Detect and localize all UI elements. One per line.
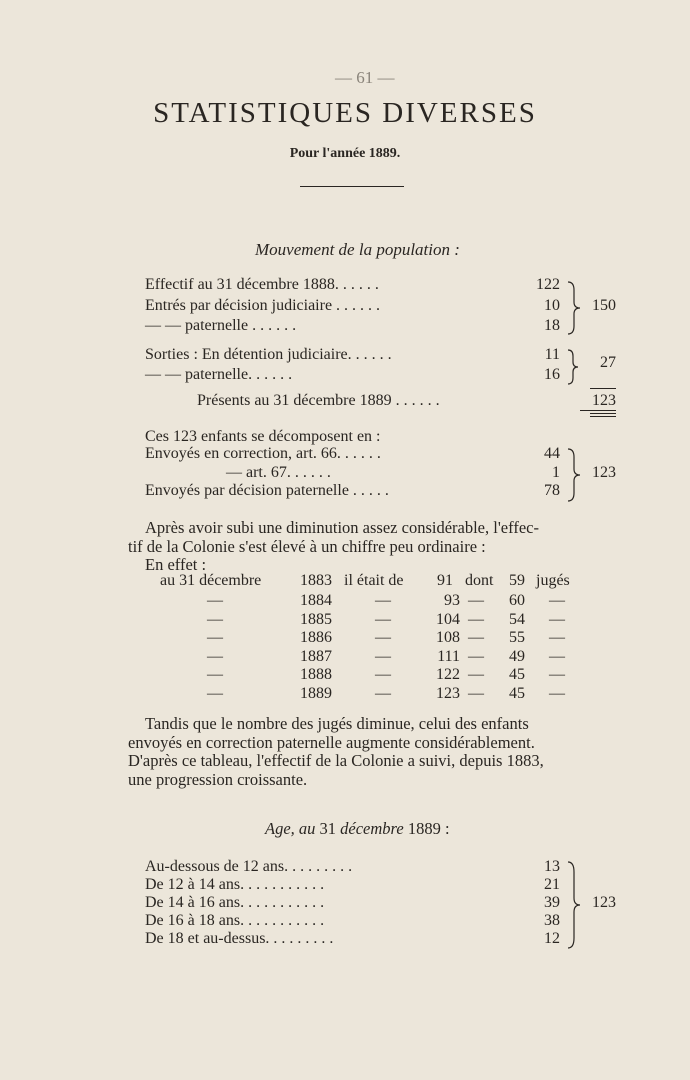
breakdown-row-label: Envoyés par décision paternelle . . . . . — [145, 482, 389, 499]
evolution-first-year: 1883 — [300, 572, 332, 589]
evolution-first-suffix: jugés — [536, 572, 570, 589]
movement-out-label: — — paternelle. . . . . . — [145, 366, 293, 383]
movement-out-value: 11 — [544, 346, 560, 363]
breakdown-row-value: 44 — [544, 445, 560, 462]
ditto-dash: — — [468, 629, 484, 646]
evolution-year: 1885 — [300, 611, 332, 628]
breakdown-row-value: 78 — [544, 482, 560, 499]
evolution-judged: 45 — [509, 685, 525, 702]
present-value: 123 — [580, 392, 616, 411]
ditto-dash: — — [375, 611, 391, 628]
age-row-value: 21 — [544, 876, 560, 893]
age-heading-day: 31 — [319, 819, 337, 838]
evolution-first-judged: 59 — [509, 572, 525, 589]
page-title: STATISTIQUES DIVERSES — [153, 97, 537, 129]
ditto-dash: — — [207, 611, 223, 628]
ditto-dash: — — [207, 666, 223, 683]
evolution-paragraph-line: Après avoir subi une diminution assez considérable, l'effec- — [145, 518, 539, 537]
ditto-dash: — — [207, 648, 223, 665]
ditto-dash: — — [375, 592, 391, 609]
age-row-value: 39 — [544, 894, 560, 911]
ditto-dash: — — [468, 611, 484, 628]
ditto-dash: — — [468, 666, 484, 683]
ditto-dash: — — [549, 611, 565, 628]
breakdown-total: 123 — [592, 464, 616, 481]
evolution-first-mid: il était de — [344, 572, 404, 589]
age-heading — [265, 819, 450, 839]
ditto-dash: — — [468, 592, 484, 609]
age-total: 123 — [592, 894, 616, 911]
evolution-year: 1888 — [300, 666, 332, 683]
movement-row-label: — — paternelle . . . . . . — [145, 317, 297, 334]
movement-row-label: Effectif au 31 décembre 1888. . . . . . — [145, 276, 379, 293]
evolution-paragraph-line: En effet : — [145, 555, 207, 574]
conclusion-line: Tandis que le nombre des jugés diminue, celui des enfants — [145, 714, 529, 733]
evolution-judged: 45 — [509, 666, 525, 683]
breakdown-intro: Ces 123 enfants se décomposent en : — [145, 428, 381, 445]
age-row-label: Au-dessous de 12 ans. . . . . . . . . — [145, 858, 353, 875]
present-label: Présents au 31 décembre 1889 . . . . . . — [197, 392, 440, 409]
evolution-judged: 55 — [509, 629, 525, 646]
ditto-dash: — — [549, 666, 565, 683]
ditto-dash: — — [375, 629, 391, 646]
evolution-total: 104 — [436, 611, 460, 628]
age-row-value: 13 — [544, 858, 560, 875]
divider — [590, 388, 616, 391]
ditto-dash: — — [549, 592, 565, 609]
ditto-dash: — — [207, 592, 223, 609]
page-subtitle: Pour l'année 1889. — [289, 146, 401, 161]
ditto-dash: — — [549, 648, 565, 665]
evolution-total: 93 — [444, 592, 460, 609]
divider — [590, 413, 616, 417]
age-heading-year: 1889 : — [407, 819, 450, 838]
evolution-year: 1887 — [300, 648, 332, 665]
conclusion-line: envoyés en correction paternelle augmente considérablement. — [128, 733, 535, 752]
evolution-first-prefix: au 31 décembre — [160, 572, 262, 589]
evolution-first-dont: dont — [465, 572, 494, 589]
evolution-total: 108 — [436, 629, 460, 646]
evolution-first-total: 91 — [437, 572, 453, 589]
evolution-total: 123 — [436, 685, 460, 702]
age-heading-prefix: Age, au — [265, 819, 316, 838]
evolution-total: 111 — [437, 648, 460, 665]
ditto-dash: — — [375, 666, 391, 683]
evolution-year: 1886 — [300, 629, 332, 646]
movement-total-in: 150 — [592, 297, 616, 314]
evolution-judged: 49 — [509, 648, 525, 665]
movement-row-value: 18 — [544, 317, 560, 334]
evolution-judged: 60 — [509, 592, 525, 609]
ditto-dash: — — [375, 648, 391, 665]
ditto-dash: — — [549, 685, 565, 702]
evolution-total: 122 — [436, 666, 460, 683]
ditto-dash: — — [468, 648, 484, 665]
breakdown-row-label: Envoyés en correction, art. 66. . . . . . — [145, 445, 381, 462]
evolution-year: 1884 — [300, 592, 332, 609]
age-heading-month: décembre — [340, 819, 404, 838]
age-row-label: De 14 à 16 ans. . . . . . . . . . . — [145, 894, 325, 911]
breakdown-row-value: 1 — [552, 464, 560, 481]
movement-out-value: 16 — [544, 366, 560, 383]
breakdown-row-label: — art. 67. . . . . . — [226, 464, 331, 481]
conclusion-line: une progression croissante. — [128, 770, 308, 789]
movement-out-label: Sorties : En détention judiciaire. . . . . . — [145, 346, 392, 363]
age-row-label: De 12 à 14 ans. . . . . . . . . . . — [145, 876, 325, 893]
movement-heading: Mouvement de la population : — [255, 240, 460, 259]
page-number: — 61 — — [335, 68, 395, 87]
ditto-dash: — — [549, 629, 565, 646]
age-row-value: 12 — [544, 930, 560, 947]
conclusion-line: D'après ce tableau, l'effectif de la Colonie a suivi, depuis 1883, — [128, 751, 544, 770]
age-row-label: De 16 à 18 ans. . . . . . . . . . . — [145, 912, 325, 929]
evolution-judged: 54 — [509, 611, 525, 628]
evolution-paragraph-line: tif de la Colonie s'est élevé à un chiffre peu ordinaire : — [128, 537, 486, 556]
age-row-value: 38 — [544, 912, 560, 929]
ditto-dash: — — [207, 629, 223, 646]
ditto-dash: — — [468, 685, 484, 702]
evolution-year: 1889 — [300, 685, 332, 702]
age-row-label: De 18 et au-dessus. . . . . . . . . — [145, 930, 334, 947]
movement-row-value: 122 — [536, 276, 560, 293]
movement-row-label: Entrés par décision judiciaire . . . . . . — [145, 297, 381, 314]
ditto-dash: — — [207, 685, 223, 702]
movement-total-out: 27 — [600, 354, 616, 371]
title-divider — [300, 186, 404, 187]
ditto-dash: — — [375, 685, 391, 702]
movement-row-value: 10 — [544, 297, 560, 314]
